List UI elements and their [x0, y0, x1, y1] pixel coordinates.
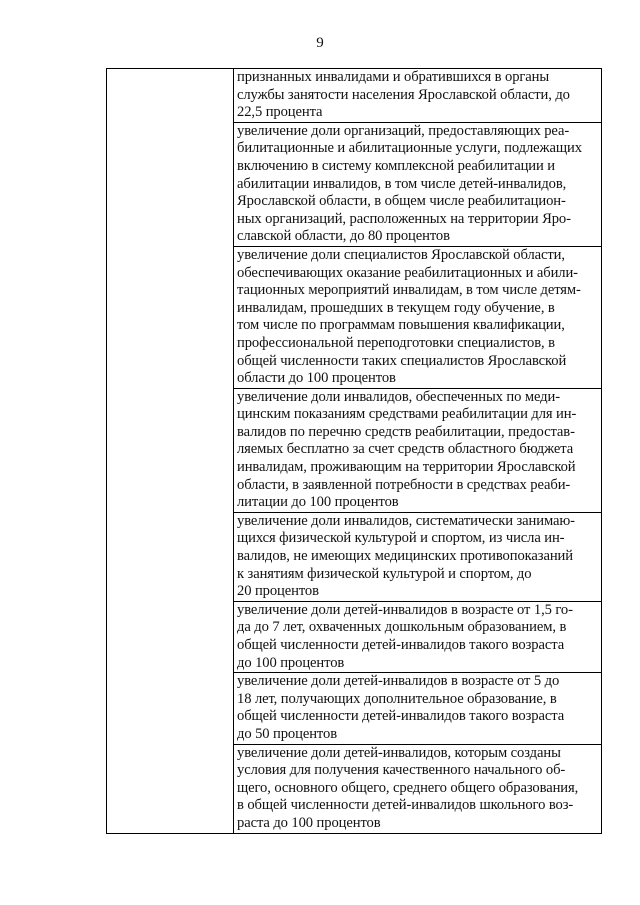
indicator-text: увеличение доли специалистов Ярославской области, обеспечивающих оказание реабилитационных и абили- тационных мероприятий инвалидам, в том числе детям- инвалидам, прошедших в текущем году обучение, в том числе по программам повышения квалификации, профессиональной переподготовки специалистов, в общей численности таких специалистов Ярославской области до 100 процентов [237, 246, 581, 387]
table-cell [234, 69, 602, 123]
indicator-text: увеличение доли организаций, предоставляющих реа- билитационные и абилитационные услуги, подлежащих включению в систему комплексной реабилитации и абилитации инвалидов, в том числе детей-инвалидов, Ярославской области, в общем числе реабилитацион- ных организаций, расположенных на территории Яро- славской области, до 80 процентов [237, 122, 582, 245]
table-cell [234, 388, 602, 512]
table-row [107, 69, 602, 123]
table-cell [234, 122, 602, 246]
indicator-text: увеличение доли детей-инвалидов в возрасте от 1,5 го- да до 7 лет, охваченных дошкольным образованием, в общей численности детей-инвалидов такого возраста до 100 процентов [237, 601, 573, 671]
indicators-table [106, 68, 602, 834]
table-cell [234, 512, 602, 601]
page-number: 9 [316, 35, 324, 51]
indicator-text: признанных инвалидами и обратившихся в органы службы занятости населения Ярославской области, до 22,5 процента [237, 69, 570, 121]
indicator-text: увеличение доли инвалидов, систематически занимаю- щихся физической культурой и спортом, из числа ин- валидов, не имеющих медицинских противопоказаний к занятиям физической культурой и спортом, до 20 процентов [237, 512, 575, 600]
indicator-text: увеличение доли детей-инвалидов, которым созданы условия для получения качественного начального об- щего, основного общего, среднего общего образования, в общей численности детей-инвалидов школьного воз- раста до 100 процентов [237, 744, 579, 831]
table-cell [234, 601, 602, 672]
table-cell [234, 673, 602, 744]
indicator-text: увеличение доли инвалидов, обеспеченных по меди- цинским показаниям средствами реабилитации для ин- валидов по перечню средств реабилитации, предостав- ляемых бесплатно за счет средств областного бюджета инвалидам, проживающим на территории Ярославской области, в заявленной потребности в средствах реаби- литации до 100 процентов [237, 388, 577, 511]
table-cell-empty [107, 69, 234, 834]
indicator-text: увеличение доли детей-инвалидов в возрасте от 5 до 18 лет, получающих дополнительное образование, в общей численности детей-инвалидов такого возраста до 50 процентов [237, 673, 565, 742]
table-cell [234, 744, 602, 833]
table-cell [234, 246, 602, 388]
